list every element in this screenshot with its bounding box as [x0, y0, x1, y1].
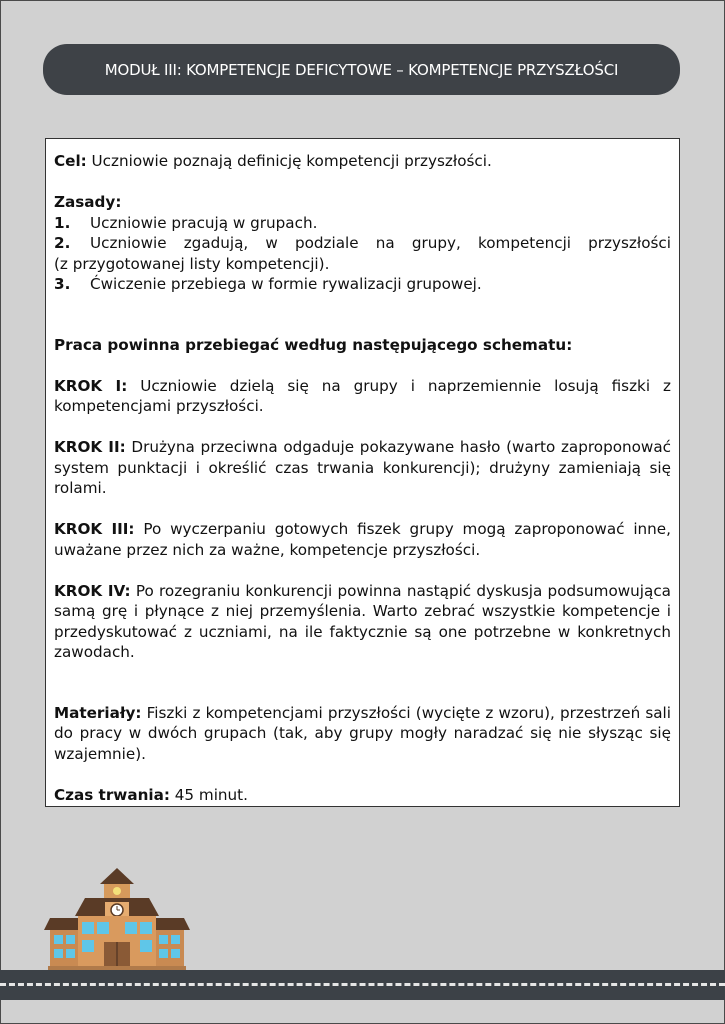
goal — [54, 151, 671, 172]
module-title: MODUŁ III: KOMPETENCJE DEFICYTOWE – KOMPETENCJE PRZYSZŁOŚCI — [104, 60, 619, 79]
step-4: KROK IV: Po rozegraniu konkurencji powinna nastąpić dyskusja podsumowująca samą grę i płynące z niej przemyślenia. Warto zebrać wszystkie kompetencje i przedyskutować z uczniami, na ile faktycznie są one potrzebne w konkretnych zawodach. — [54, 581, 671, 661]
rules-label: Zasady: — [54, 193, 122, 211]
rule-item-2: 2. Uczniowie zgadują, w podziale na grupy, kompetencji przyszłości — [54, 234, 671, 252]
goal-text: Uczniowie poznają definicję kompetencji przyszłości. — [86, 152, 492, 170]
materials: Materiały: Fiszki z kompetencjami przyszłości (wycięte z wzoru), przestrzeń sali do pracy w dwóch grupach (tak, aby grupy mogły naradzać się nie słysząc się wzajemnie). — [54, 703, 671, 763]
module-header — [43, 44, 680, 95]
road — [0, 970, 725, 1000]
rule-item-2-cont: (z przygotowanej listy kompetencji). — [54, 254, 330, 273]
step-1: KROK I: Uczniowie dzielą się na grupy i naprzemiennie losują fiszki z kompetencjami przyszłości. — [54, 376, 671, 415]
goal-label: Cel: — [54, 152, 87, 170]
rule-item-1: 1. Uczniowie pracują w grupach. — [54, 213, 318, 232]
school-building-icon — [44, 866, 190, 972]
step-3: KROK III: Po wyczerpaniu gotowych fiszek grupy mogą zaproponować inne, uważane przez nich za ważne, kompetencje przyszłości. — [54, 520, 671, 559]
rule-item-3: 3. Ćwiczenie przebiega w formie rywalizacji grupowej. — [54, 275, 482, 293]
duration: Czas trwania: 45 minut. — [54, 785, 248, 804]
step-2: KROK II: Drużyna przeciwna odgaduje pokazywane hasło (warto zaproponować system punktacji i określić czas trwania konkurencji); drużyny zamieniają się rolami. — [54, 438, 671, 497]
lesson-card — [45, 138, 680, 807]
schema-heading: Praca powinna przebiegać według następującego schematu: — [54, 335, 573, 354]
road-lane-dashes — [0, 983, 725, 986]
